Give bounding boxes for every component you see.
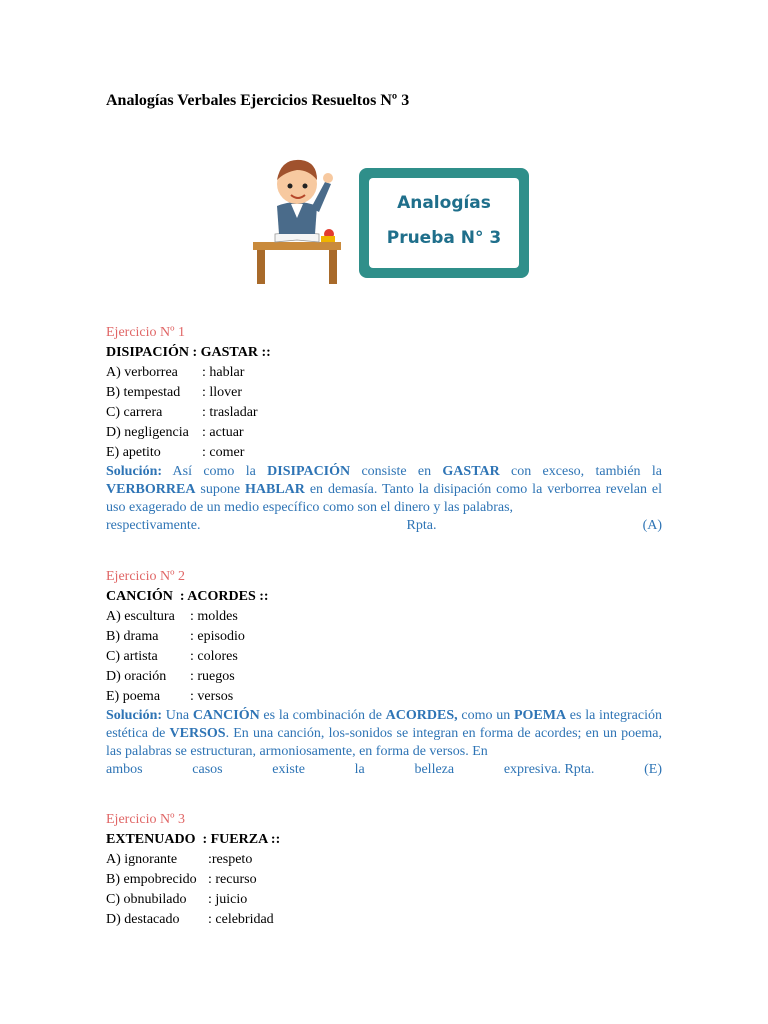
- analogias-illustration: [245, 148, 535, 286]
- answer-row: [106, 517, 662, 535]
- option-a: [106, 363, 662, 383]
- option-c: [106, 890, 662, 910]
- option-value: :respeto: [208, 852, 253, 867]
- board-line-1: Analogías: [397, 193, 491, 213]
- exercise-prompt: DISIPACIÓN : GASTAR ::: [106, 345, 271, 360]
- solution-part: Así como la: [162, 464, 268, 479]
- option-c: [106, 403, 662, 423]
- option-value: : trasladar: [202, 405, 258, 420]
- solution-word: ambos: [106, 762, 143, 777]
- option-key: C) obnubilado: [106, 892, 187, 907]
- solution-part: consiste en: [350, 464, 443, 479]
- option-list: [106, 363, 662, 463]
- prueba-board-illustration: [359, 168, 529, 278]
- option-key: E) poema: [106, 689, 161, 704]
- solution-word: expresiva. Rpta.: [503, 762, 595, 777]
- exercise-heading: Ejercicio Nº 3: [106, 812, 185, 827]
- exercise-prompt: CANCIÓN : ACORDES ::: [106, 589, 269, 604]
- option-b: [106, 383, 662, 403]
- option-value: : comer: [202, 445, 245, 460]
- option-value: : llover: [202, 385, 243, 400]
- answer-row: [106, 761, 662, 779]
- option-value: : colores: [190, 649, 238, 664]
- option-value: : actuar: [202, 425, 244, 440]
- option-value: : versos: [190, 689, 234, 704]
- solution-part: como un: [457, 708, 514, 723]
- solution-label: Solución:: [106, 464, 163, 479]
- option-key: B) empobrecido: [106, 872, 197, 887]
- board-line-2: Prueba N° 3: [386, 228, 502, 248]
- option-list: [106, 607, 662, 707]
- exercise-heading: Ejercicio Nº 1: [106, 325, 185, 340]
- solution-keyword: HABLAR: [245, 482, 305, 497]
- solution-keyword: POEMA: [513, 708, 567, 723]
- option-key: B) tempestad: [106, 385, 181, 400]
- option-value: : recurso: [208, 872, 257, 887]
- option-value: : moldes: [190, 609, 238, 624]
- exercise-heading: Ejercicio Nº 2: [106, 569, 185, 584]
- option-list: [106, 850, 662, 930]
- document-title: Analogías Verbales Ejercicios Resueltos Nº 3: [106, 92, 410, 109]
- option-key: A) ignorante: [106, 852, 178, 867]
- option-key: D) oración: [106, 669, 167, 684]
- option-key: D) destacado: [106, 912, 180, 927]
- option-key: D) negligencia: [106, 425, 189, 440]
- solution-keyword: DISIPACIÓN: [267, 464, 351, 479]
- solution-label: Solución:: [106, 708, 163, 723]
- option-key: C) carrera: [106, 405, 163, 420]
- option-key: C) artista: [106, 649, 158, 664]
- option-d: [106, 910, 662, 930]
- solution-keyword: VERSOS: [169, 726, 226, 741]
- option-value: : episodio: [190, 629, 245, 644]
- option-key: E) apetito: [106, 445, 161, 460]
- solution-word: casos: [192, 762, 223, 777]
- solution-part: es la integración estética de: [106, 708, 663, 741]
- option-d: [106, 667, 662, 687]
- option-e: [106, 443, 662, 463]
- solution-part: supone: [195, 482, 245, 497]
- option-e: [106, 687, 662, 707]
- answer-letter: (E): [644, 762, 662, 777]
- option-a: [106, 850, 662, 870]
- option-b: [106, 870, 662, 890]
- solution-word: existe: [272, 762, 305, 777]
- option-value: : ruegos: [190, 669, 235, 684]
- answer-letter: (A): [642, 518, 662, 533]
- solution-part: es la combinación de: [259, 708, 386, 723]
- solution-keyword: VERBORREA: [106, 482, 196, 497]
- solution-part: Una: [162, 708, 193, 723]
- option-c: [106, 647, 662, 667]
- kid-at-desk-illustration: [253, 160, 341, 284]
- exercise-1: [106, 323, 662, 535]
- solution-part: en demasía. Tanto la disipación como la verborrea revelan el uso exagerado de un medio específico como son el dinero y las palabras,: [106, 482, 662, 515]
- solution-word: la: [354, 762, 365, 777]
- option-value: : hablar: [202, 365, 245, 380]
- solution-keyword: ACORDES,: [385, 708, 458, 723]
- exercise-prompt: EXTENUADO : FUERZA ::: [106, 832, 281, 847]
- solution-word: belleza: [414, 762, 455, 777]
- option-key: A) verborrea: [106, 365, 178, 380]
- option-key: B) drama: [106, 629, 159, 644]
- option-value: : celebridad: [208, 912, 274, 927]
- option-b: [106, 627, 662, 647]
- option-value: : juicio: [208, 892, 248, 907]
- option-key: A) escultura: [106, 609, 175, 624]
- option-a: [106, 607, 662, 627]
- exercise-2: [106, 567, 662, 779]
- exercise-3: [106, 810, 662, 930]
- solution-text: [106, 463, 662, 517]
- option-d: [106, 423, 662, 443]
- rpta-label: Rpta.: [406, 518, 437, 533]
- solution-part: . En una canción, los-sonidos se integran en forma de acordes; en un poema, las palabras se estructuran, armoniosamente, en forma de versos. En: [106, 726, 662, 759]
- solution-part: con exceso, también la: [499, 464, 662, 479]
- solution-text: [106, 707, 662, 761]
- solution-keyword: GASTAR: [442, 464, 500, 479]
- solution-tail: respectivamente.: [106, 518, 201, 533]
- solution-keyword: CANCIÓN: [192, 708, 260, 723]
